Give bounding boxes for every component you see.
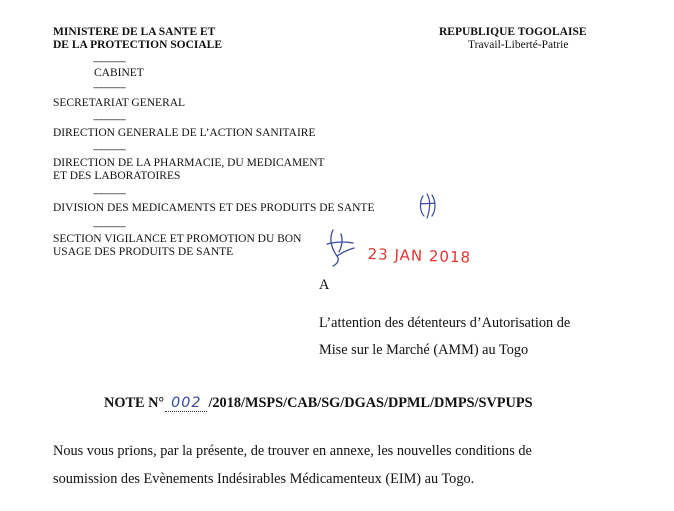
recipient-line2: Mise sur le Marché (AMM) au Togo [319,342,529,358]
dpml-label-line1: DIRECTION DE LA PHARMACIE, DU MEDICAMENT [53,157,325,169]
received-date-stamp: 23 JAN 2018 [367,245,472,267]
note-suffix: /2018/MSPS/CAB/SG/DGAS/DPML/DMPS/SVPUPS [208,395,533,411]
body-line2: soumission des Evènements Indésirables Médicamenteux (EIM) au Togo. [53,471,475,487]
dmps-label: DIVISION DES MEDICAMENTS ET DES PRODUITS DE SANTE [53,202,375,214]
separator: ------------- [93,188,126,198]
secretariat-label: SECRETARIAT GENERAL [53,97,186,109]
separator: ------------- [93,221,126,231]
cabinet-label: CABINET [94,67,144,79]
handwritten-signature [323,226,359,268]
handwritten-initial-mark [417,192,441,222]
separator: ------------- [93,56,126,66]
republic-title: REPUBLIQUE TOGOLAISE [439,26,587,38]
republic-motto: Travail-Liberté-Patrie [468,39,569,51]
recipient-line1: L’attention des détenteurs d’Autorisation de [319,315,571,331]
svpups-label-line1: SECTION VIGILANCE ET PROMOTION DU BON [53,233,302,245]
svpups-label-line2: USAGE DES PRODUITS DE SANTE [53,246,234,258]
dpml-label-line2: ET DES LABORATOIRES [53,170,181,182]
note-number: 002 [165,395,207,412]
separator: ------------- [93,82,126,92]
body-line1: Nous vous prions, par la présente, de trouver en annexe, les nouvelles conditions de [53,443,532,459]
ministry-name-line2: DE LA PROTECTION SOCIALE [53,39,223,51]
ministry-name-line1: MINISTERE DE LA SANTE ET [53,26,216,38]
note-prefix: NOTE N° [104,395,165,411]
dgas-label: DIRECTION GENERALE DE L’ACTION SANITAIRE [53,127,316,139]
note-reference [104,395,533,412]
separator: ------------- [93,144,126,154]
separator: ------------- [93,114,126,124]
recipient-a: A [319,277,330,293]
